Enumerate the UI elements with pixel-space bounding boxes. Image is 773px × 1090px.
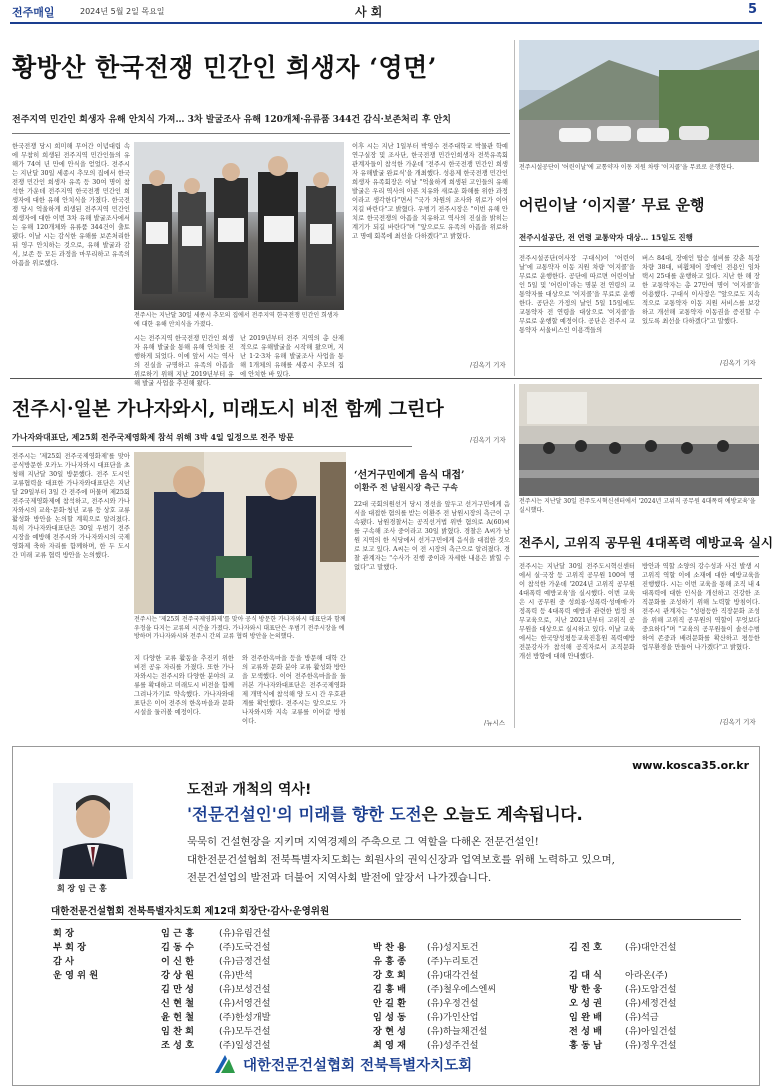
rule-3	[12, 446, 412, 447]
caption-5: 전주시는 지난달 30일 전주도시혁신센터에서 '2024년 고위직 공무원 4대폭력 예방교육'을 실시했다.	[519, 498, 759, 516]
board-company: (유)정우건설	[625, 1040, 677, 1051]
issue-date: 2024년 5월 2일 목요일	[80, 7, 165, 16]
rule-1	[12, 133, 510, 134]
board-name: 임 성 동	[373, 1012, 407, 1023]
headline-3: 전주시·일본 가나자와시, 미래도시 비전 함께 그린다	[12, 398, 444, 420]
photo-ezicall-vehicles	[519, 40, 759, 162]
board-row	[51, 967, 751, 979]
headline-4: ‘선거구민에게 음식 대접’	[354, 470, 465, 481]
photo-kanazawa-delegation	[134, 452, 346, 614]
board-name: 임 근 홍	[161, 928, 195, 939]
board-company: 아라온(주)	[625, 970, 668, 981]
article2-col1: 전주시설공단(이사장 구대식)이 '어린이날'에 교통약자 이동 지원 차량 '이지콜'을 무료로 운행한다. 공단에 따르면 어린이날인 5일 및 '어린이'라는 명분 전 연령의 교통약자를 대상으로 '이지콜'을 무료로 운행한다. 공단은 가정의 날인 5일 15일에도 교통약자 전 연령을 대상으로 '이지콜'을 무료로 운행할 예정이다. 공단은 전주시 교통약자 서울비스인 이용객들의	[519, 255, 635, 334]
president-portrait	[53, 783, 133, 879]
subhead-4: 이환주 전 남원시장 측근 구속	[354, 482, 458, 492]
board-company: (유)세정건설	[625, 998, 677, 1009]
board-name: 유 흥 종	[373, 956, 407, 967]
board-name: 이 신 한	[161, 956, 195, 967]
byline-2: /김옥기 기자	[720, 359, 756, 367]
board-row	[51, 995, 751, 1007]
board-company: (유)도암건설	[625, 984, 677, 995]
ad-heading-2-highlight: '전문건설인'의 미래를 향한 도전	[187, 805, 422, 824]
board-row	[51, 939, 751, 951]
delegation-photo-illustration	[134, 452, 346, 614]
ad-heading-1: 도전과 개척의 역사!	[187, 782, 312, 798]
board-name: 김 만 성	[161, 984, 195, 995]
board-table	[51, 925, 751, 1045]
board-name: 김 홍 배	[373, 984, 407, 995]
byline-1: /김옥기 기자	[470, 361, 506, 369]
portrait-illustration	[53, 783, 133, 879]
ezicall-photo-illustration	[519, 40, 759, 162]
board-role: 부 회 장	[53, 942, 87, 953]
footer-logo-icon	[213, 1053, 237, 1075]
board-company: (유)성지토건	[427, 942, 479, 953]
headline-1: 황방산 한국전쟁 민간인 희생자 ‘영면’	[12, 53, 437, 82]
article3-col1: 전주시는 '제25회 전주국제영화제'를 맞아 공식방문한 오카노 가나자와시 대표단을 초청해 지난달 30일 방문했다. 전주 도시인 교류협력을 대표한 가나자와대표단은 지난달 29일부터 3일 간 전주에 머물며 제25회 전주국제영화제에 참석하고, 전주시와 가나자와시의 교육·문화·청년 교류 등 상호 교류 활성화 방안을 논의할 계획으로 알려졌다. 특히 가나자와대표단은 30일 우범기 전주시장을 예방해 전주시와 가나자와시의 국제영화제 축하 자리를 함께하며, 한 두 도시 간 미래 교류 협력 방안을 논의했다.	[12, 453, 130, 559]
ad-line-2: 대한전문건설협회 전북특별자치도회는 회원사의 권익신장과 업역보호를 위해 노력하고 있으며,	[187, 854, 615, 866]
board-rule-top	[51, 919, 741, 920]
board-company: (주)일성건설	[219, 1040, 271, 1051]
caption-3: 전주시는 '제25회 전주국제영화제'를 맞아 공식 방문한 가나자와시 대표단과 함께 우정을 다지는 교류의 시간을 가졌다. 가나자와시 대표단은 우범기 전주시장을 예방하며 가나자와시와 전주시 간의 교류 협력 방안을 논의했다.	[134, 616, 346, 650]
board-company: (주)누리토건	[427, 956, 479, 967]
board-name: 신 현 철	[161, 998, 195, 1009]
rule-2	[519, 246, 759, 247]
article1-col4: 이후 시는 지난 1일부터 박영수 전주대학교 박물관 학예연구실장 및 조사단, 한국전쟁 민간인희생자 전북유족회 관계자들이 참석한 가운데 '전주시 한국전쟁 민간인 희생자 유해발굴 완료식'을 개최했다. 성용제 한국전쟁 민간인 희생자 유족회장은 이날 "억울하게 희생된 고인들의 유해 발굴은 우리 역사의 아픈 치유와 새로운 화해를 위한 과정이라고 생각한다"면서 "국가 차원의 조사와 위로가 이어지길 바란다"고 밝혔다. 우범기 전주시장은 "이번 유해 안치로 한국전쟁의 아픔을 치유하고 역사의 진실을 밝히는 계기가 되길 바란다"며 "앞으로도 유족의 아픔을 위로하고 명예 회복에 최선을 다하겠다"고 밝혔다.	[352, 143, 508, 240]
training-photo-illustration	[519, 384, 759, 496]
article1-col1: 한국전쟁 당시 희미해 무어간 이념대립 속에 무참히 희생된 전주지역 민간인들의 유해가 74여 년 만에 안식을 얻었다. 전주시는 지난달 30일 세종시 추모의 집에서 한국전쟁 민간인 희생자 유족 등 30여 명이 참석한 가운데 전주지역 한국전쟁 민간인 희생자에 대한 유해 안치식을 가졌다. 한국전쟁 당시 억울하게 희생된 전주지역 민간인 희생자에 대한 이번 3차 유해 발굴조사에서는 유해 120개체와 유류품 344건이 출토됐다. 이날 시는 감식한 유해를 보존처리한 뒤 영구 안치하는 것으로, 유해 발굴과 감식, 보존 등 모든 과정을 마무리하고 유족의 아픔을 위로했다.	[12, 143, 130, 267]
memorial-photo-illustration	[134, 142, 344, 310]
board-name: 김 진 호	[569, 942, 603, 953]
board-company: (유)석금	[625, 1012, 659, 1023]
board-company: (유)아일건설	[625, 1026, 677, 1037]
photo-training-session	[519, 384, 759, 496]
board-company: (유)우정건설	[427, 998, 479, 1009]
board-company: (유)반석	[219, 970, 253, 981]
ad-heading-2-rest: 은 오늘도 계속됩니다.	[421, 805, 583, 824]
board-name: 홍 동 남	[569, 1040, 603, 1051]
board-company: (유)성주건설	[427, 1040, 479, 1051]
board-name: 임 완 배	[569, 1012, 603, 1023]
board-row	[51, 981, 751, 993]
portrait-caption: 회 장 임 근 홍	[57, 884, 107, 893]
article3-col2: 지 다양한 교류 활동을 추진키 위한 비전 공유 자리를 가졌다. 또한 가나자와시는 전주시와 다양한 분야의 교류를 확대하고 미래도시 비전을 함께 그려나가기로 약속했다. 가나자와대표단은 이어 전주의 한옥마을과 문화시설을 둘러볼 예정이다.	[134, 655, 234, 716]
article2-col2: 버스 84대, 장애인 탑승 설비를 갖춘 특장차량 38대, 비휠체어 장애인 전용인 임차 택시 25대를 운행하고 있다. 지난 한 해 장한 교통약자는 총 27만여 명이 '이지콜'을 이용했다. 구대식 이사장은 "앞으로도 지속적으로 교통약자 이동 지원 서비스를 보강하고 개선해 교통약자 이동권을 증진할 수 있도록 최선을 다하겠다"고 말했다.	[642, 255, 760, 325]
subhead-1: 전주지역 민간인 희생자 유해 안치식 가져… 3차 발굴조사 유해 120개체·유류품 344건 감식·보존처리 후 안치	[12, 115, 451, 125]
byline-3: /김옥기 기자	[470, 436, 506, 444]
board-name: 김 대 식	[569, 970, 603, 981]
board-role: 운 영 위 원	[53, 970, 99, 981]
kosca-logo-icon	[213, 1053, 237, 1075]
board-name: 조 성 호	[161, 1040, 195, 1051]
board-title: 대한전문건설협회 전북특별자치도회 제12대 회장단·감사·운영위원	[51, 906, 330, 917]
board-company: (유)대각건설	[427, 970, 479, 981]
board-role: 감 사	[53, 956, 74, 967]
board-role: 회 장	[53, 928, 74, 939]
board-name: 김 동 수	[161, 942, 195, 953]
board-company: (주)도국건설	[219, 942, 271, 953]
ad-url[interactable]: www.kosca35.or.kr	[632, 759, 749, 772]
byline-4: /뉴시스	[484, 719, 506, 727]
ad-heading-2	[187, 801, 583, 825]
board-name: 윤 헌 철	[161, 1012, 195, 1023]
board-company: (유)보성건설	[219, 984, 271, 995]
board-name: 강 호 희	[373, 970, 407, 981]
ad-line-3: 전문건설업의 발전과 더불어 지역사회 발전에 앞장서 나가겠습니다.	[187, 872, 492, 884]
headline-2: 어린이날 ‘이지콜’ 무료 운행	[519, 196, 705, 214]
board-company: (유)가인산업	[427, 1012, 479, 1023]
rule-5	[519, 556, 759, 557]
headline-5: 전주시, 고위직 공무원 4대폭력 예방교육 실시	[519, 535, 773, 550]
photo-memorial-ceremony	[134, 142, 344, 310]
board-company: (유)유림건설	[219, 928, 271, 939]
article5-col1: 전주시는 지난달 30일 전주도시혁신센터에서 실·국장 등 고위직 공무원 100여 명이 참석한 가운데 '2024년 고위직 공무원 4대폭력 예방교육'을 실시했다. 이번 교육은 시 공무원 중 성희롱·성폭력·성매매·가정폭력 등 4대폭력 예방과 관련한 법정 의무교육으로, 지난 2021년부터 고위직 공무원을 대상으로 실시하고 있다. 이날 교육에서는 한국양성평등교육진흥원 폭력예방 전문강사가 참석해 공직자로서 조직문화 개선 방향에 대해 안내했다.	[519, 563, 635, 660]
board-row	[51, 953, 751, 965]
article4-text: 22대 국회의원선거 당시 경선을 앞두고 선거구민에게 음식을 대접한 혐의를 받는 이환주 전 남원시장의 측근이 구속됐다. 남원경찰서는 공직선거법 위반 혐의로 A(60)씨를 구속해 조사 중이라고 30일 밝혔다. 경찰은 A씨가 남원 지역의 한 식당에서 선거구민에게 음식을 대접한 것으로 보고 있다. A씨는 이 전 시장의 측근으로 알려졌다. 경찰 관계자는 "수사가 진행 중이라 자세한 내용은 밝힐 수 없다"고 말했다.	[354, 501, 510, 571]
article3-col3: 와 전주한옥마을 등을 방문해 대학 간의 교류와 문화 분야 교류 활성화 방안을 모색했다. 이어 전주한옥마을을 둘러본 가나자와대표단은 전주국제영화제 개막식에 참석해 양 도시 간 우호관계를 확인했다. 전주시는 앞으로도 가나자와시와 지속 교류를 이어갈 방침이다.	[242, 655, 346, 725]
col-divider-1	[514, 40, 515, 376]
board-company: (유)하늘채건설	[427, 1026, 488, 1037]
board-company: (유)금정건설	[219, 956, 271, 967]
masthead-rule	[10, 22, 762, 24]
board-name: 강 상 원	[161, 970, 195, 981]
section-name: 사 회	[355, 5, 383, 19]
board-name: 안 길 환	[373, 998, 407, 1009]
board-name: 최 영 재	[373, 1040, 407, 1051]
subhead-3: 가나자와대표단, 제25회 전주국제영화제 참석 위해 3박 4일 일정으로 전주 방문	[12, 432, 294, 442]
board-name: 방 한 웅	[569, 984, 603, 995]
board-row	[51, 1023, 751, 1035]
page-number: 5	[748, 2, 758, 17]
board-name: 장 현 성	[373, 1026, 407, 1037]
board-row	[51, 925, 751, 937]
byline-5: /김옥기 기자	[720, 718, 756, 726]
paper-name: 전주매일	[12, 6, 55, 19]
ad-banner	[12, 746, 760, 1086]
footer-org-name: 대한전문건설협회 전북특별자치도회	[243, 1058, 473, 1074]
article1-col2: 시는 전주지역 한국전쟁 민간인 희생자 유해 발굴을 통해 유해 안치를 진행하게 되었다. 이에 앞서 시는 역사의 진실을 규명하고 유족의 아픔을 위로하기 위해 지난 2019년부터 유해 발굴 사업을 추진해 왔다.	[134, 335, 234, 387]
subhead-2: 전주시설공단, 전 연령 교통약자 대상… 15일도 진행	[519, 233, 693, 242]
board-name: 박 찬 용	[373, 942, 407, 953]
section-rule	[10, 378, 762, 379]
board-company: (유)대안건설	[625, 942, 677, 953]
caption-1: 전주시는 지난달 30일 세종시 추모의 집에서 전주지역 한국전쟁 민간인 희생자에 대한 유해 안치식을 가졌다.	[134, 312, 344, 332]
article1-col3: 난 2019년부터 전주 지역의 총 산재적으로 유해발굴을 시작해 왔으며, 지난 1·2·3차 유해 발굴조사 사업을 통해 1개체의 유해를 세종시 추모의 집에 안치한 바 있다.	[240, 335, 344, 378]
col-divider-2	[514, 384, 515, 728]
ad-line-1: 묵묵히 건설현장을 지키며 지역경제의 주축으로 그 역할을 다해온 전문건설인!	[187, 836, 539, 848]
board-row	[51, 1009, 751, 1021]
caption-2: 전주시설공단이 '어린이날'에 교통약자 이동 지원 차량 '이지콜'을 무료로 운행한다.	[519, 164, 759, 182]
board-company: (주)철우에스엔씨	[427, 984, 497, 995]
board-name: 오 성 권	[569, 998, 603, 1009]
masthead	[0, 0, 770, 24]
board-company: (유)모두건설	[219, 1026, 271, 1037]
board-name: 전 성 배	[569, 1026, 603, 1037]
board-company: (주)한성개발	[219, 1012, 271, 1023]
board-row	[51, 1037, 751, 1049]
board-name: 임 찬 희	[161, 1026, 195, 1037]
board-company: (유)서영건설	[219, 998, 271, 1009]
article5-col2: 방안과 역할 소양의 강수성과 사건 발생 시 고위직 역할 이에 소재에 대한 예방교육을 진행했다. 시는 이번 교육을 통해 조직 내 4대폭력에 대한 인식을 개선하고 건강한 조직문화를 조성하기 위해 노력할 방침이다. 전주시 관계자는 "성평등한 직장문화 조성을 위해 고위직 공무원의 역할이 무엇보다 중요하다"며 "교육의 공무원들이 솔선수범하여 존중과 배려문화를 확산하고 평등한 업무환경을 만들어 나가겠다"고 밝혔다.	[642, 563, 760, 651]
